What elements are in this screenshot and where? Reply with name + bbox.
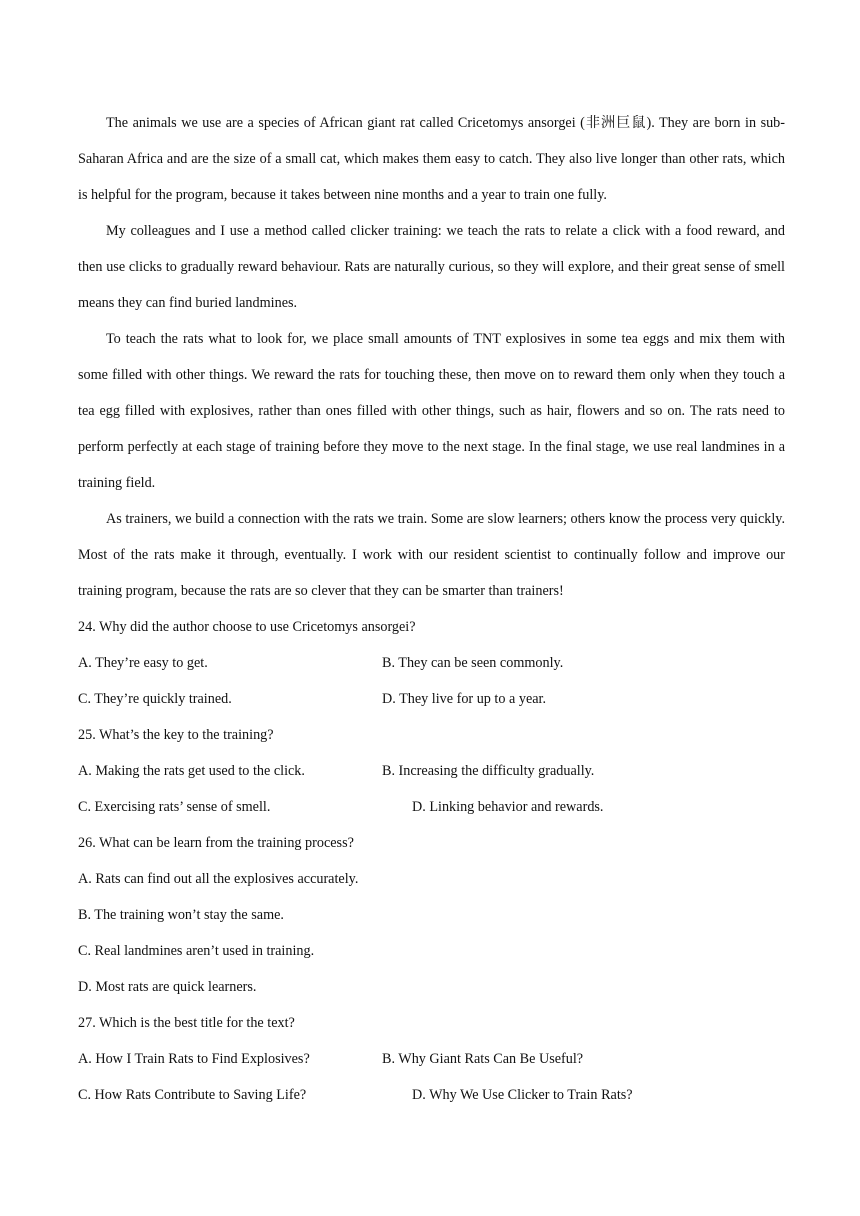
question-25-options-row-2 (78, 789, 785, 825)
question-24-option-b[interactable]: B. They can be seen commonly. (382, 655, 564, 671)
question-27-options-row-1 (78, 1041, 785, 1077)
question-25-option-d[interactable]: D. Linking behavior and rewards. (412, 799, 604, 815)
question-24-options-row-2 (78, 681, 785, 717)
question-25 (78, 717, 785, 825)
passage-paragraph-2: My colleagues and I use a method called clicker training: we teach the rats to relate a click with a food reward, and then use clicks to gradually reward behaviour. Rats are naturally curious, so they will explore, and their great sense of smell means they can find buried landmines. (78, 223, 785, 311)
question-27-option-a[interactable]: A. How I Train Rats to Find Explosives? (78, 1051, 310, 1067)
question-24-stem: 24. Why did the author choose to use Cricetomys ansorgei? (78, 619, 416, 635)
question-26-option-c[interactable]: C. Real landmines aren’t used in training. (78, 943, 315, 959)
question-27-options-row-2 (78, 1077, 785, 1113)
question-24-option-d[interactable]: D. They live for up to a year. (382, 691, 547, 707)
question-25-option-b[interactable]: B. Increasing the difficulty gradually. (382, 763, 595, 779)
question-24 (78, 609, 785, 717)
question-26-option-a[interactable]: A. Rats can find out all the explosives accurately. (78, 871, 359, 887)
question-24-option-a[interactable]: A. They’re easy to get. (78, 655, 208, 671)
question-24-option-c[interactable]: C. They’re quickly trained. (78, 691, 232, 707)
question-26 (78, 825, 785, 1005)
question-26-stem: 26. What can be learn from the training process? (78, 835, 354, 851)
question-25-stem: 25. What’s the key to the training? (78, 727, 274, 743)
question-26-option-d[interactable]: D. Most rats are quick learners. (78, 979, 257, 995)
question-24-options-row-1 (78, 645, 785, 681)
passage-paragraph-1: The animals we use are a species of African giant rat called Cricetomys ansorgei (非洲巨鼠). They are born in sub-Saharan Africa and are the size of a small cat, which makes them easy to catch. They also live longer than other rats, which is helpful for the program, because it takes between nine months and a year to train one fully. (78, 115, 785, 203)
question-26-option-b[interactable]: B. The training won’t stay the same. (78, 907, 284, 923)
question-25-options-row-1 (78, 753, 785, 789)
question-25-option-a[interactable]: A. Making the rats get used to the click. (78, 763, 305, 779)
question-27-option-d[interactable]: D. Why We Use Clicker to Train Rats? (412, 1087, 633, 1103)
question-25-option-c[interactable]: C. Exercising rats’ sense of smell. (78, 799, 271, 815)
question-27-option-b[interactable]: B. Why Giant Rats Can Be Useful? (382, 1051, 584, 1067)
question-27 (78, 1005, 785, 1113)
question-27-option-c[interactable]: C. How Rats Contribute to Saving Life? (78, 1087, 307, 1103)
passage-paragraph-3: To teach the rats what to look for, we place small amounts of TNT explosives in some tea eggs and mix them with some filled with other things. We reward the rats for touching these, then move on to reward them only when they touch a tea egg filled with explosives, rather than ones filled with other things, such as hair, flowers and so on. The rats need to perform perfectly at each stage of training before they move to the next stage. In the final stage, we use real landmines in a training field. (78, 331, 785, 491)
passage-paragraph-4: As trainers, we build a connection with the rats we train. Some are slow learners; others know the process very quickly. Most of the rats make it through, eventually. I work with our resident scientist to continually follow and improve our training program, because the rats are so clever that they can be smarter than trainers! (78, 511, 785, 599)
passage (78, 105, 785, 609)
document-page (78, 105, 785, 1113)
question-27-stem: 27. Which is the best title for the text? (78, 1015, 295, 1031)
